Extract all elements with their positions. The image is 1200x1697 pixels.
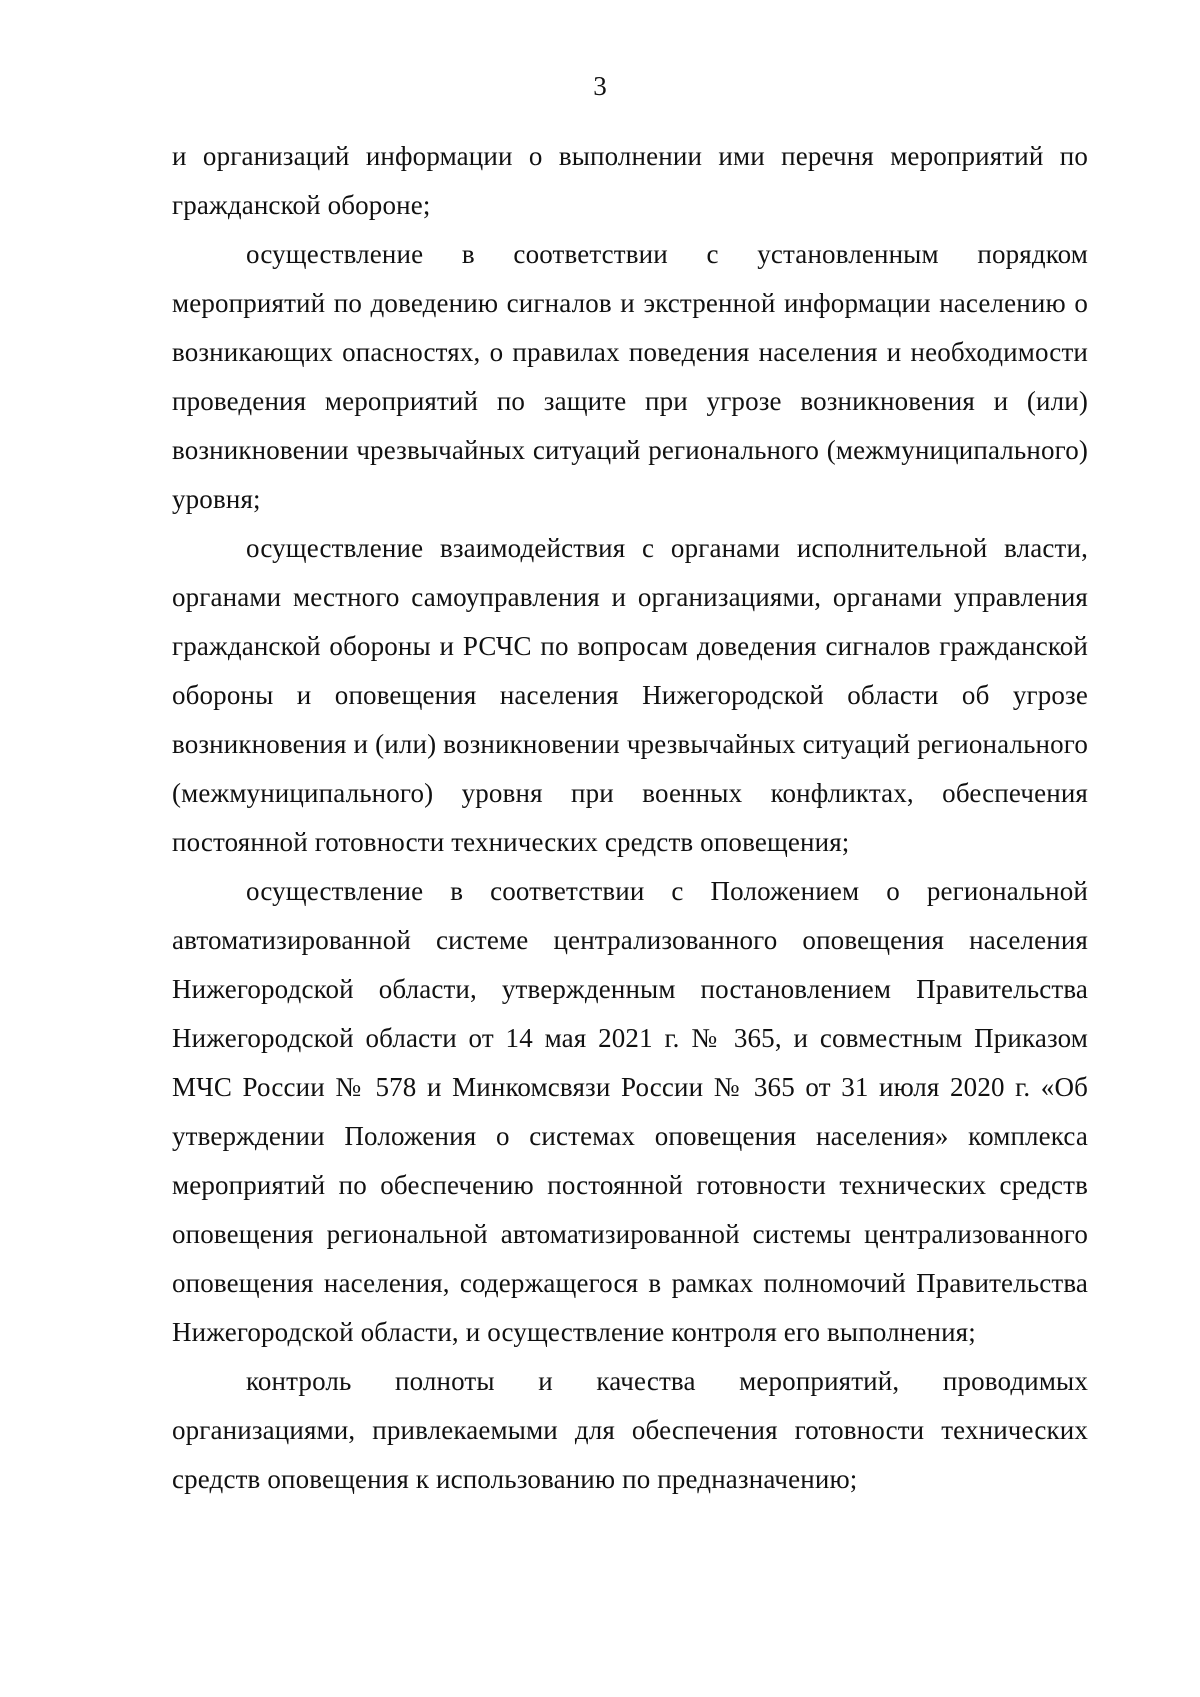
document-body — [172, 132, 1088, 1504]
paragraph-notification-measures: осуществление в соответствии с установленным порядком мероприятий по доведению сигналов и экстренной информации населению о возникающих опасностях, о правилах поведения населения и необходимости проведения мероприятий по защите при угрозе возникновения и (или) возникновении чрезвычайных ситуаций регионального (межмуниципального) уровня; — [172, 239, 1088, 514]
paragraph-quality-control: контроль полноты и качества мероприятий, проводимых организациями, привлекаемыми для обеспечения готовности технических средств оповещения к использованию по предназначению; — [172, 1366, 1088, 1494]
paragraph-interaction: осуществление взаимодействия с органами исполнительной власти, органами местного самоуправления и организациями, органами управления гражданской обороны и РСЧС по вопросам доведения сигналов гражданской обороны и оповещения населения Нижегородской области об угрозе возникновения и (или) возникновении чрезвычайных ситуаций регионального (межмуниципального) уровня при военных конфликтах, обеспечения постоянной готовности технических средств оповещения; — [172, 533, 1088, 857]
paragraph-continued: и организаций информации о выполнении ими перечня мероприятий по гражданской обороне; — [172, 141, 1088, 220]
paragraph-regional-system: осуществление в соответствии с Положением о региональной автоматизированной системе централизованного оповещения населения Нижегородской области, утвержденным постановлением Правительства Нижегородской области от 14 мая 2021 г. № 365, и совместным Приказом МЧС России № 578 и Минкомсвязи России № 365 от 31 июля 2020 г. «Об утверждении Положения о системах оповещения населения» комплекса мероприятий по обеспечению постоянной готовности технических средств оповещения региональной автоматизированной системы централизованного оповещения населения, содержащегося в рамках полномочий Правительства Нижегородской области, и осуществление контроля его выполнения; — [172, 876, 1088, 1347]
page-number: 3 — [593, 71, 607, 101]
